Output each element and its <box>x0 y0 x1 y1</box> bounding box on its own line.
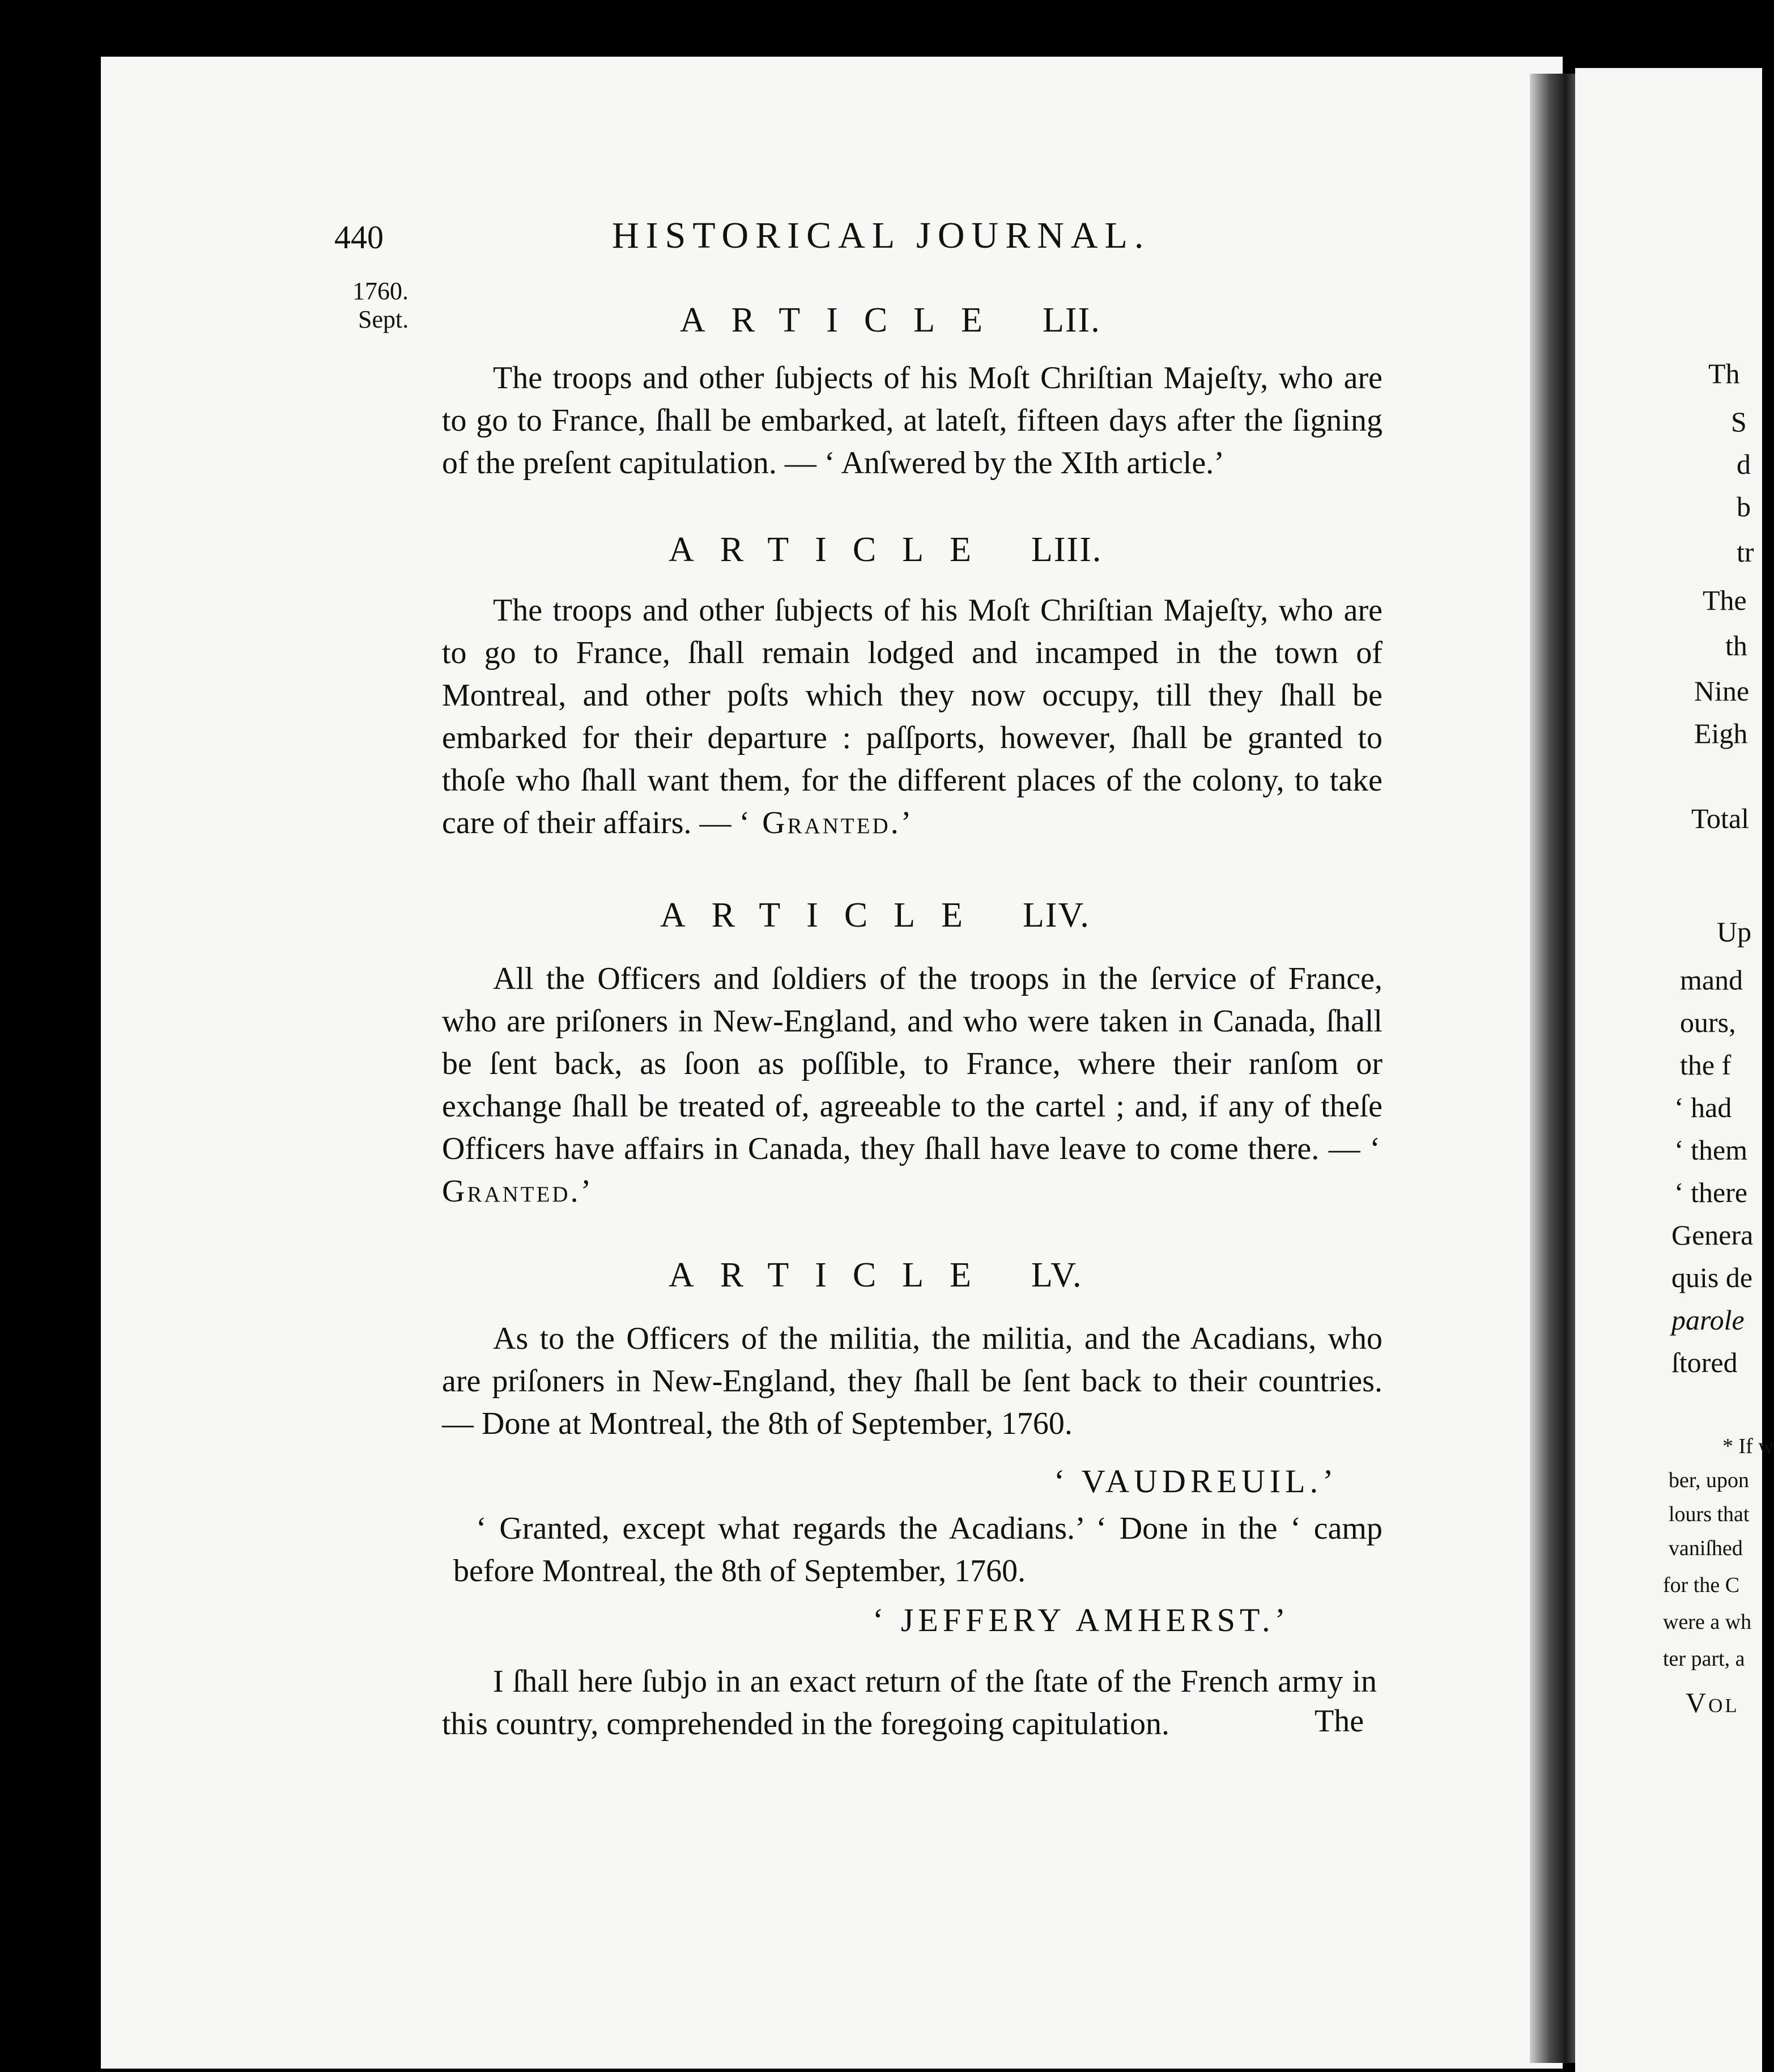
right-fragment: The <box>1703 584 1747 616</box>
article-label: ARTICLE <box>680 301 1009 339</box>
article-number: LV. <box>1031 1256 1083 1294</box>
margin-month: Sept. <box>358 305 409 333</box>
right-fragment: quis de <box>1671 1262 1753 1293</box>
right-fragment: ſtored <box>1671 1347 1738 1378</box>
article-label: ARTICLE <box>660 896 989 935</box>
right-footnote: ter part, a <box>1663 1647 1745 1671</box>
right-footnote: lours that <box>1669 1502 1750 1526</box>
granted-note <box>453 1508 1382 1593</box>
right-fragment: ‘ them <box>1674 1134 1748 1166</box>
right-fragment: Total <box>1691 803 1750 834</box>
article-text: As to the Officers of the militia, the militia, and the Acadians, who are priſoners in New-England, they ſhall be ſent back to their countries. — Done at Montreal, the 8th of September, 1760. <box>442 1321 1382 1441</box>
article-body-lv <box>442 1318 1382 1445</box>
book-gutter <box>1530 74 1581 2063</box>
right-footnote: were a wh <box>1663 1610 1752 1634</box>
running-head: HISTORICAL JOURNAL. <box>612 215 1151 256</box>
margin-year: 1760. <box>352 277 409 305</box>
article-body-liii <box>442 589 1382 844</box>
signature-amherst: ‘ JEFFERY AMHERST.’ <box>873 1602 1290 1638</box>
article-answer: ‘ Granted.’ <box>739 805 914 840</box>
right-fragment: Up <box>1717 916 1752 948</box>
article-text: All the Officers and ſoldiers of the troops in the ſervice of France, who are priſoners in New-England, and who were taken in Canada, ſhall be ſent back, as ſoon as poſſible, to France, where their ranſom or exchange ſhall be treated of, agreeable to the cartel ; and, if any of theſe Officers have affairs in Canada, they ſhall have leave to come there. — <box>442 961 1382 1166</box>
right-fragment: tr <box>1737 536 1754 568</box>
right-signature-mark: Vol <box>1686 1687 1739 1718</box>
right-footnote: for the C <box>1663 1573 1740 1597</box>
right-fragment: S <box>1731 406 1747 438</box>
right-fragment: ‘ there <box>1674 1177 1748 1208</box>
article-text: The troops and other ſubjects of his Moſt Chriſtian Majeſty, who are to go to France, ſhall be embarked, at lateſt, fifteen days after the ſigning of the preſent capitulation. — ‘ Anſwered by the XIth article.’ <box>442 360 1382 481</box>
closing-paragraph <box>442 1661 1377 1746</box>
article-label: ARTICLE <box>669 530 998 569</box>
article-heading-lii <box>680 300 1101 341</box>
right-fragment: Nine <box>1694 675 1750 707</box>
signature-vaudreuil: ‘ VAUDREUIL.’ <box>1054 1463 1338 1500</box>
article-body-lii <box>442 357 1382 485</box>
page-number: 440 <box>334 219 384 256</box>
catchword: The <box>1314 1704 1364 1739</box>
article-heading-liv <box>660 895 1090 936</box>
right-fragment: d <box>1737 448 1751 480</box>
right-fragment: ours, <box>1680 1007 1736 1038</box>
right-fragment: the f <box>1680 1049 1732 1081</box>
right-fragment: Genera <box>1671 1219 1754 1251</box>
article-number: LIII. <box>1031 530 1103 569</box>
article-label: ARTICLE <box>669 1256 998 1294</box>
article-answer: ‘ Granted.’ <box>442 1131 1383 1209</box>
right-footnote: ber, upon <box>1669 1468 1749 1492</box>
right-fragment: Eigh <box>1694 717 1748 749</box>
right-fragment: mand <box>1680 964 1743 996</box>
right-fragment: b <box>1737 491 1751 523</box>
granted-text: ‘ Granted, except what regards the Acadians.’ ‘ Done in the ‘ camp before Montreal, the 8th of September, 1760. <box>453 1511 1382 1589</box>
right-footnote: vaniſhed <box>1669 1536 1743 1560</box>
right-fragment: Th <box>1708 358 1740 389</box>
article-text: The troops and other ſubjects of his Moſt Chriſtian Majeſty, who are to go to France, ſhall remain lodged and incamped in the town of Montreal, and other poſts which they now occupy, till they ſhall be embarked for their departure : paſſports, however, ſhall be granted to thoſe who ſhall want them, for the different places of the colony, to take care of their affairs. — <box>442 593 1382 840</box>
right-fragment: ‘ had <box>1674 1092 1732 1123</box>
closing-text: I ſhall here ſubjo in an exact return of the ſtate of the French army in this country, comprehended in the foregoing capitulation. <box>442 1664 1377 1742</box>
right-fragment: th <box>1725 630 1747 661</box>
article-heading-liii <box>669 530 1102 570</box>
article-number: LII. <box>1043 301 1101 339</box>
right-footnote: * If w <box>1722 1434 1774 1458</box>
article-number: LIV. <box>1023 896 1090 935</box>
right-fragment: parole <box>1671 1304 1745 1336</box>
article-heading-lv <box>669 1255 1083 1296</box>
article-body-liv <box>442 958 1382 1213</box>
